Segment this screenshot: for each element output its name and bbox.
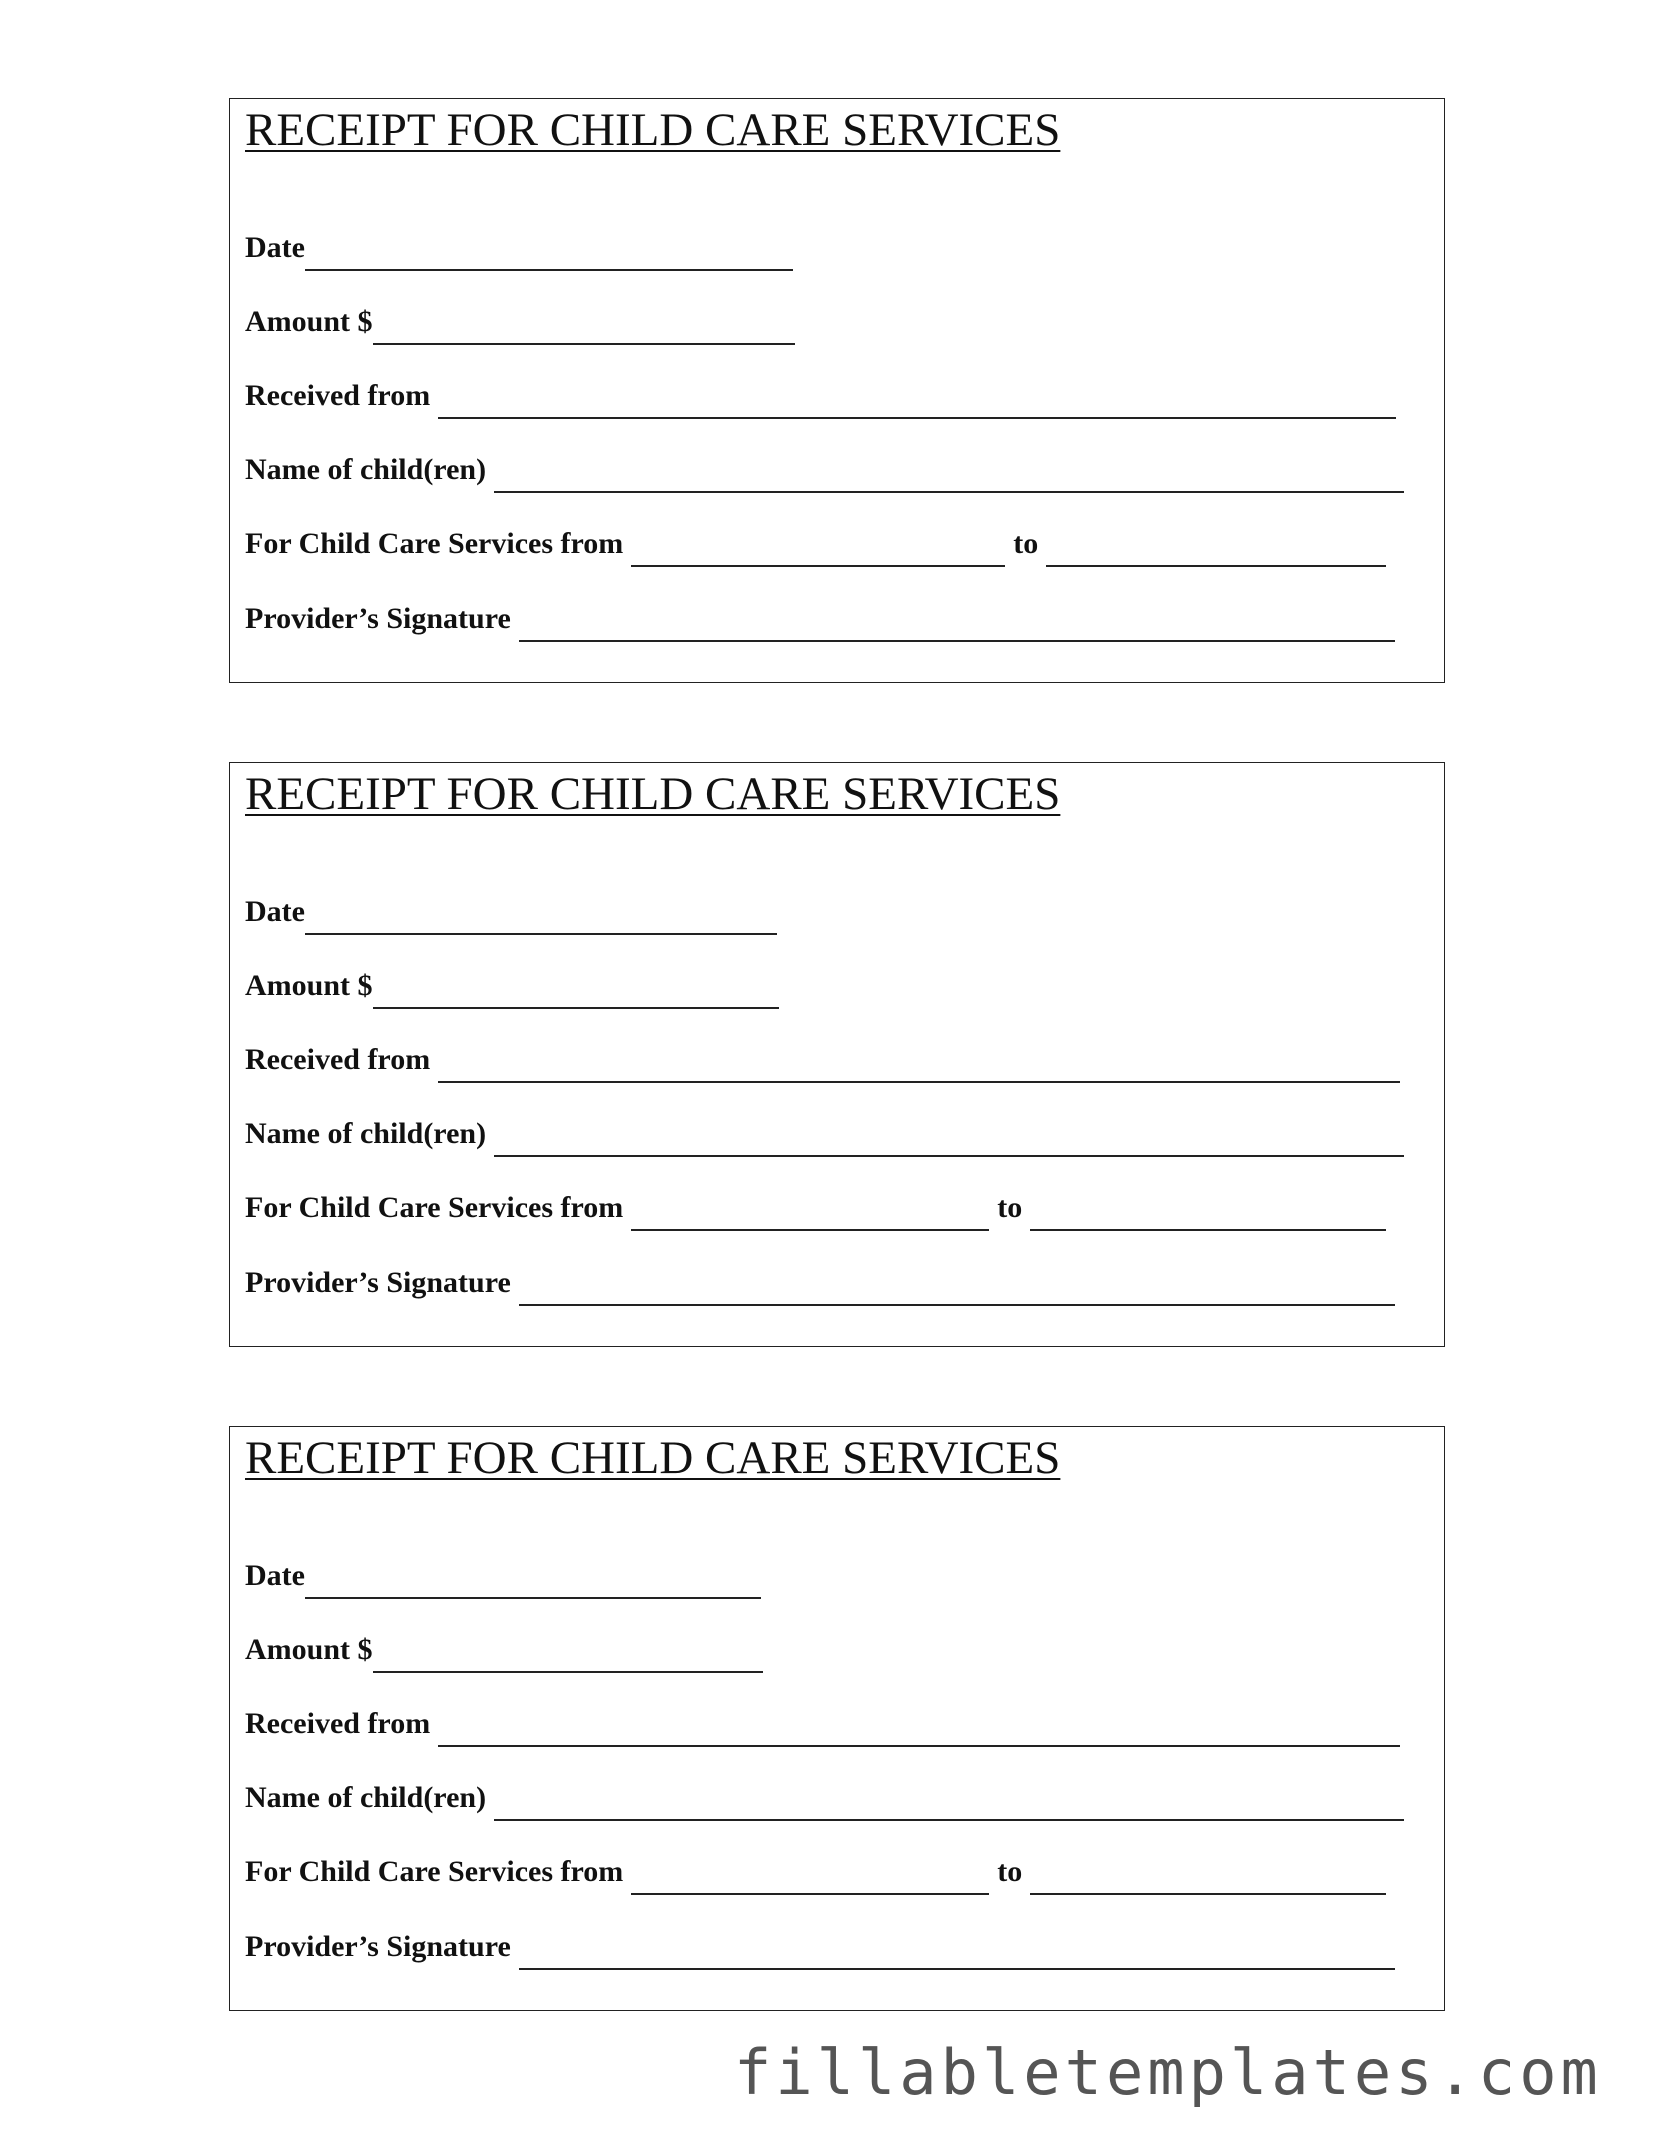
children-field[interactable] (494, 1791, 1404, 1821)
received-from-row (245, 379, 1396, 413)
received-from-label: Received from (245, 1707, 431, 1740)
service-period-row (245, 527, 1386, 561)
service-start-field[interactable] (631, 1865, 989, 1895)
signature-label: Provider’s Signature (245, 1930, 511, 1963)
amount-field[interactable] (373, 315, 795, 345)
services-from-label: For Child Care Services from (245, 1855, 624, 1888)
services-from-label: For Child Care Services from (245, 527, 624, 560)
watermark-text: fillabletemplates.com (734, 2036, 1602, 2109)
date-field[interactable] (305, 905, 777, 935)
signature-row (245, 1930, 1395, 1964)
date-row (245, 1559, 761, 1593)
amount-field[interactable] (373, 979, 779, 1009)
amount-row (245, 305, 795, 339)
received-from-field[interactable] (438, 389, 1396, 419)
signature-field[interactable] (519, 1940, 1395, 1970)
service-start-field[interactable] (631, 1201, 989, 1231)
service-end-field[interactable] (1030, 1201, 1386, 1231)
receipt-form-1 (229, 98, 1445, 683)
children-label: Name of child(ren) (245, 1117, 487, 1150)
receipt-form-2 (229, 762, 1445, 1347)
amount-label: Amount $ (245, 305, 373, 338)
amount-label: Amount $ (245, 969, 373, 1002)
signature-row (245, 1266, 1395, 1300)
service-start-field[interactable] (631, 537, 1005, 567)
services-from-label: For Child Care Services from (245, 1191, 624, 1224)
service-period-row (245, 1855, 1386, 1889)
receipt-title: RECEIPT FOR CHILD CARE SERVICES (245, 104, 1061, 156)
receipt-title: RECEIPT FOR CHILD CARE SERVICES (245, 1432, 1061, 1484)
children-row (245, 1781, 1404, 1815)
to-label: to (1013, 527, 1039, 560)
received-from-field[interactable] (438, 1053, 1400, 1083)
received-from-row (245, 1707, 1400, 1741)
received-from-label: Received from (245, 1043, 431, 1076)
service-end-field[interactable] (1046, 537, 1386, 567)
signature-row (245, 602, 1395, 636)
received-from-row (245, 1043, 1400, 1077)
date-row (245, 231, 793, 265)
date-label: Date (245, 231, 305, 264)
children-row (245, 453, 1404, 487)
amount-row (245, 1633, 763, 1667)
to-label: to (997, 1855, 1023, 1888)
date-row (245, 895, 777, 929)
received-from-label: Received from (245, 379, 431, 412)
children-label: Name of child(ren) (245, 1781, 487, 1814)
received-from-field[interactable] (438, 1717, 1400, 1747)
amount-label: Amount $ (245, 1633, 373, 1666)
amount-row (245, 969, 779, 1003)
signature-field[interactable] (519, 1276, 1395, 1306)
children-field[interactable] (494, 1127, 1404, 1157)
date-field[interactable] (305, 1569, 761, 1599)
service-end-field[interactable] (1030, 1865, 1386, 1895)
signature-field[interactable] (519, 612, 1395, 642)
date-field[interactable] (305, 241, 793, 271)
date-label: Date (245, 1559, 305, 1592)
children-label: Name of child(ren) (245, 453, 487, 486)
children-row (245, 1117, 1404, 1151)
signature-label: Provider’s Signature (245, 602, 511, 635)
date-label: Date (245, 895, 305, 928)
amount-field[interactable] (373, 1643, 763, 1673)
service-period-row (245, 1191, 1386, 1225)
to-label: to (997, 1191, 1023, 1224)
receipt-form-3 (229, 1426, 1445, 2011)
signature-label: Provider’s Signature (245, 1266, 511, 1299)
children-field[interactable] (494, 463, 1404, 493)
receipt-title: RECEIPT FOR CHILD CARE SERVICES (245, 768, 1061, 820)
